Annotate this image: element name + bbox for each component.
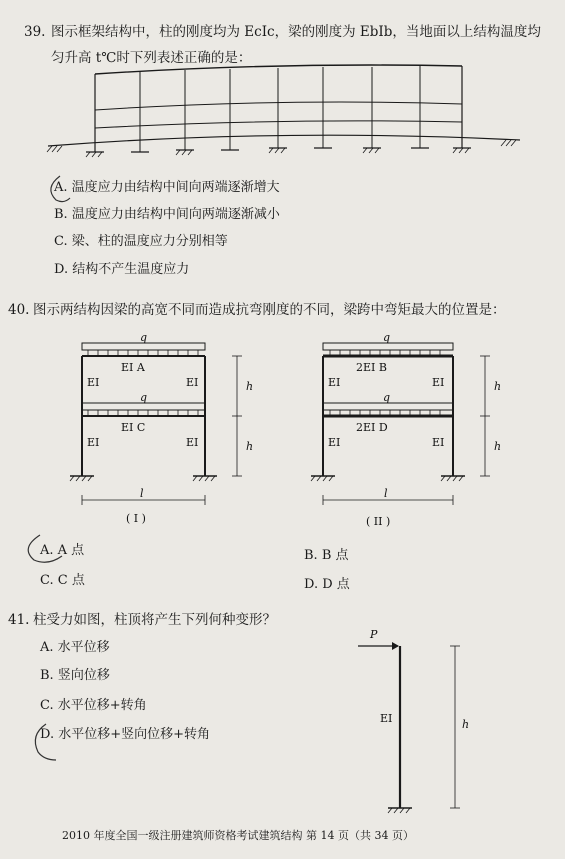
- q39-text-line1: 图示框架结构中，柱的刚度均为 EcIc，梁的刚度为 EbIb，当地面以上结构温度均: [51, 24, 541, 40]
- q40-2-col-label: EI: [432, 376, 445, 389]
- q40-2-load-bottom: [323, 403, 453, 410]
- q39-frame-diagram: [47, 65, 520, 157]
- q39-option-b: B. 温度应力由结构中间向两端逐渐减小: [54, 207, 280, 222]
- q40-1-col-label: EI: [87, 436, 100, 449]
- q40-1-col-label: EI: [87, 376, 100, 389]
- q40-2-beam-bottom-label: 2EI D: [356, 421, 388, 434]
- q40-1-l-label: l: [140, 487, 144, 500]
- q41-column-diagram: [358, 642, 460, 813]
- q40-1-col-label: EI: [186, 376, 199, 389]
- q40-1-caption: ( I ): [126, 512, 146, 525]
- q40-1-beam-bottom-label: EI C: [121, 421, 146, 434]
- q39-option-a: A. 温度应力由结构中间向两端逐渐增大: [54, 180, 280, 195]
- q40-frame-1: [70, 343, 242, 505]
- q40-option-c: C. C 点: [40, 573, 85, 588]
- q39-number: 39.: [24, 24, 46, 40]
- q41-load-label: P: [370, 628, 378, 641]
- q40-1-load-bottom: [82, 403, 205, 410]
- q40-number: 40.: [8, 302, 30, 318]
- q41-text: 柱受力如图，柱顶将产生下列何种变形？: [33, 612, 276, 628]
- q39-option-c: C. 梁、柱的温度应力分别相等: [54, 234, 228, 249]
- q41-option-a: A. 水平位移: [40, 640, 110, 655]
- q40-1-col-label: EI: [186, 436, 199, 449]
- q41-ei-label: EI: [380, 712, 393, 725]
- q40-1-load-arrows-top: [88, 350, 198, 355]
- q40-2-col-label: EI: [328, 436, 341, 449]
- q40-2-load-q-top: q: [383, 331, 391, 344]
- q39-ground-line: [48, 135, 520, 146]
- q40-2-col-label: EI: [328, 376, 341, 389]
- q40-2-col-label: EI: [432, 436, 445, 449]
- page-footer: 2010 年度全国一级注册建筑师资格考试建筑结构 第 14 页（共 34 页）: [62, 829, 414, 842]
- q40-1-load-arrows-bottom: [88, 410, 198, 415]
- q40-1-load-q-top: q: [140, 331, 148, 344]
- q40-2-h-label: h: [494, 380, 502, 393]
- q40-2-l-label: l: [384, 487, 388, 500]
- q41-option-b: B. 竖向位移: [40, 668, 110, 683]
- q41-h-label: h: [462, 718, 470, 731]
- q40-1-h-label: h: [246, 380, 254, 393]
- q40-2-load-top: [323, 343, 453, 350]
- q40-1-beam-top-label: EI A: [121, 361, 145, 374]
- q40-option-a: A. A 点: [40, 543, 85, 558]
- q40-option-b: B. B 点: [304, 548, 349, 563]
- q40-option-d: D. D 点: [304, 577, 350, 592]
- q40-2-beam-top-label: 2EI B: [356, 361, 387, 374]
- q39-option-d: D. 结构不产生温度应力: [54, 262, 190, 277]
- q40-2-caption: ( II ): [366, 515, 391, 528]
- q39-text-line2: 匀升高 t℃时下列表述正确的是：: [51, 50, 252, 66]
- q40-frame-2: [311, 343, 490, 505]
- q40-2-load-q-bottom: q: [383, 391, 391, 404]
- q40-1-h-label: h: [246, 440, 254, 453]
- q41-number: 41.: [8, 612, 30, 628]
- q40-1-load-top: [82, 343, 205, 350]
- q40-text: 图示两结构因梁的高宽不同而造成抗弯刚度的不同，梁跨中弯矩最大的位置是：: [33, 302, 506, 318]
- q41-option-c: C. 水平位移+转角: [40, 698, 147, 713]
- q40-1-load-q-bottom: q: [140, 391, 148, 404]
- q40-2-h-label: h: [494, 440, 502, 453]
- q41-option-d: D. 水平位移+竖向位移+转角: [40, 727, 211, 742]
